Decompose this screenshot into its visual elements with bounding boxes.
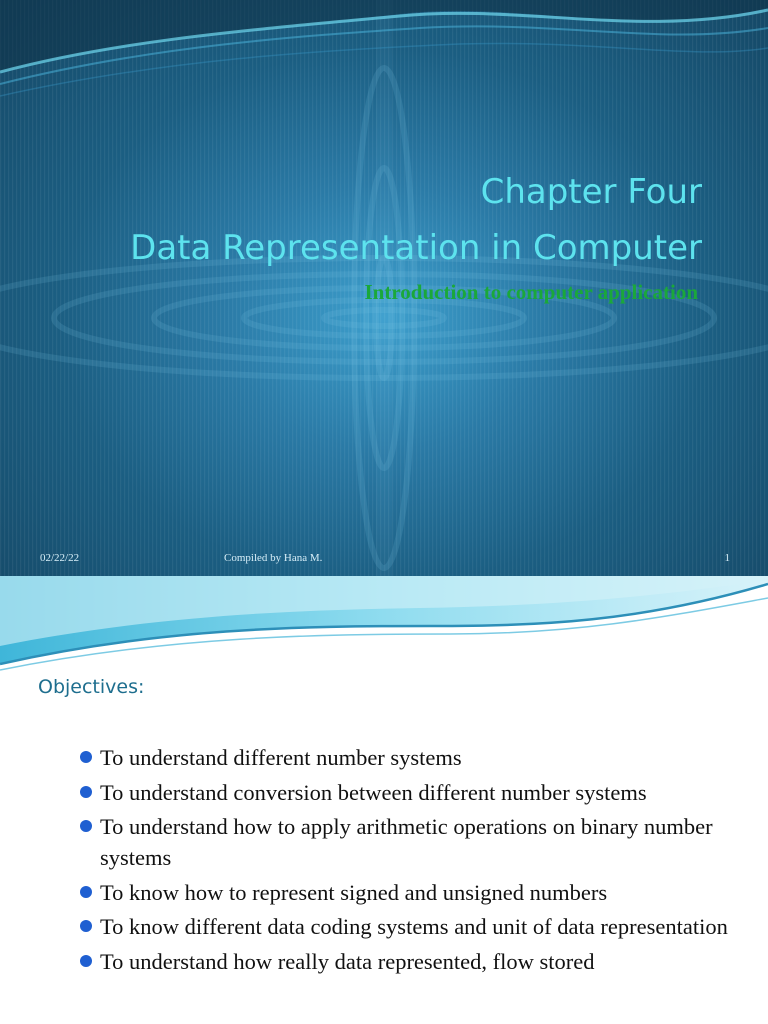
list-item-text: To understand how to apply arithmetic operations on binary number systems	[100, 814, 713, 870]
list-item-text: To understand different number systems	[100, 745, 462, 770]
list-item-text: To know how to represent signed and unsigned numbers	[100, 879, 608, 905]
list-item	[76, 742, 756, 773]
bullet-icon	[80, 751, 92, 763]
footer-author: Compiled by Hana M.	[224, 552, 323, 564]
slide-subtitle: Introduction to computer application	[364, 280, 698, 304]
list-item-text: To understand conversion between different number systems	[100, 779, 647, 805]
bullet-icon	[80, 955, 92, 967]
footer-date: 02/22/22	[40, 552, 80, 564]
objectives-slide	[0, 576, 768, 1024]
list-item	[76, 877, 756, 908]
objectives-heading: Objectives:	[38, 676, 145, 698]
list-item-text: To know different data coding systems and unit of data representation	[100, 914, 728, 939]
slide-title-line-2: Data Representation in Computer	[130, 228, 702, 268]
bullet-icon	[80, 786, 92, 798]
list-item	[76, 946, 756, 977]
footer-slide-number: 1	[724, 552, 730, 564]
slide-title-line-1: Chapter Four	[480, 172, 702, 212]
bullet-icon	[80, 920, 92, 932]
objectives-list	[76, 742, 756, 980]
list-item	[76, 911, 756, 942]
bullet-icon	[80, 820, 92, 832]
header-wave-decoration	[0, 576, 768, 676]
bullet-icon	[80, 886, 92, 898]
list-item	[76, 777, 756, 808]
list-item-text: To understand how really data represented, flow stored	[100, 948, 595, 974]
slide-title	[130, 164, 702, 276]
top-wave-decoration	[0, 0, 768, 110]
list-item	[76, 811, 756, 873]
